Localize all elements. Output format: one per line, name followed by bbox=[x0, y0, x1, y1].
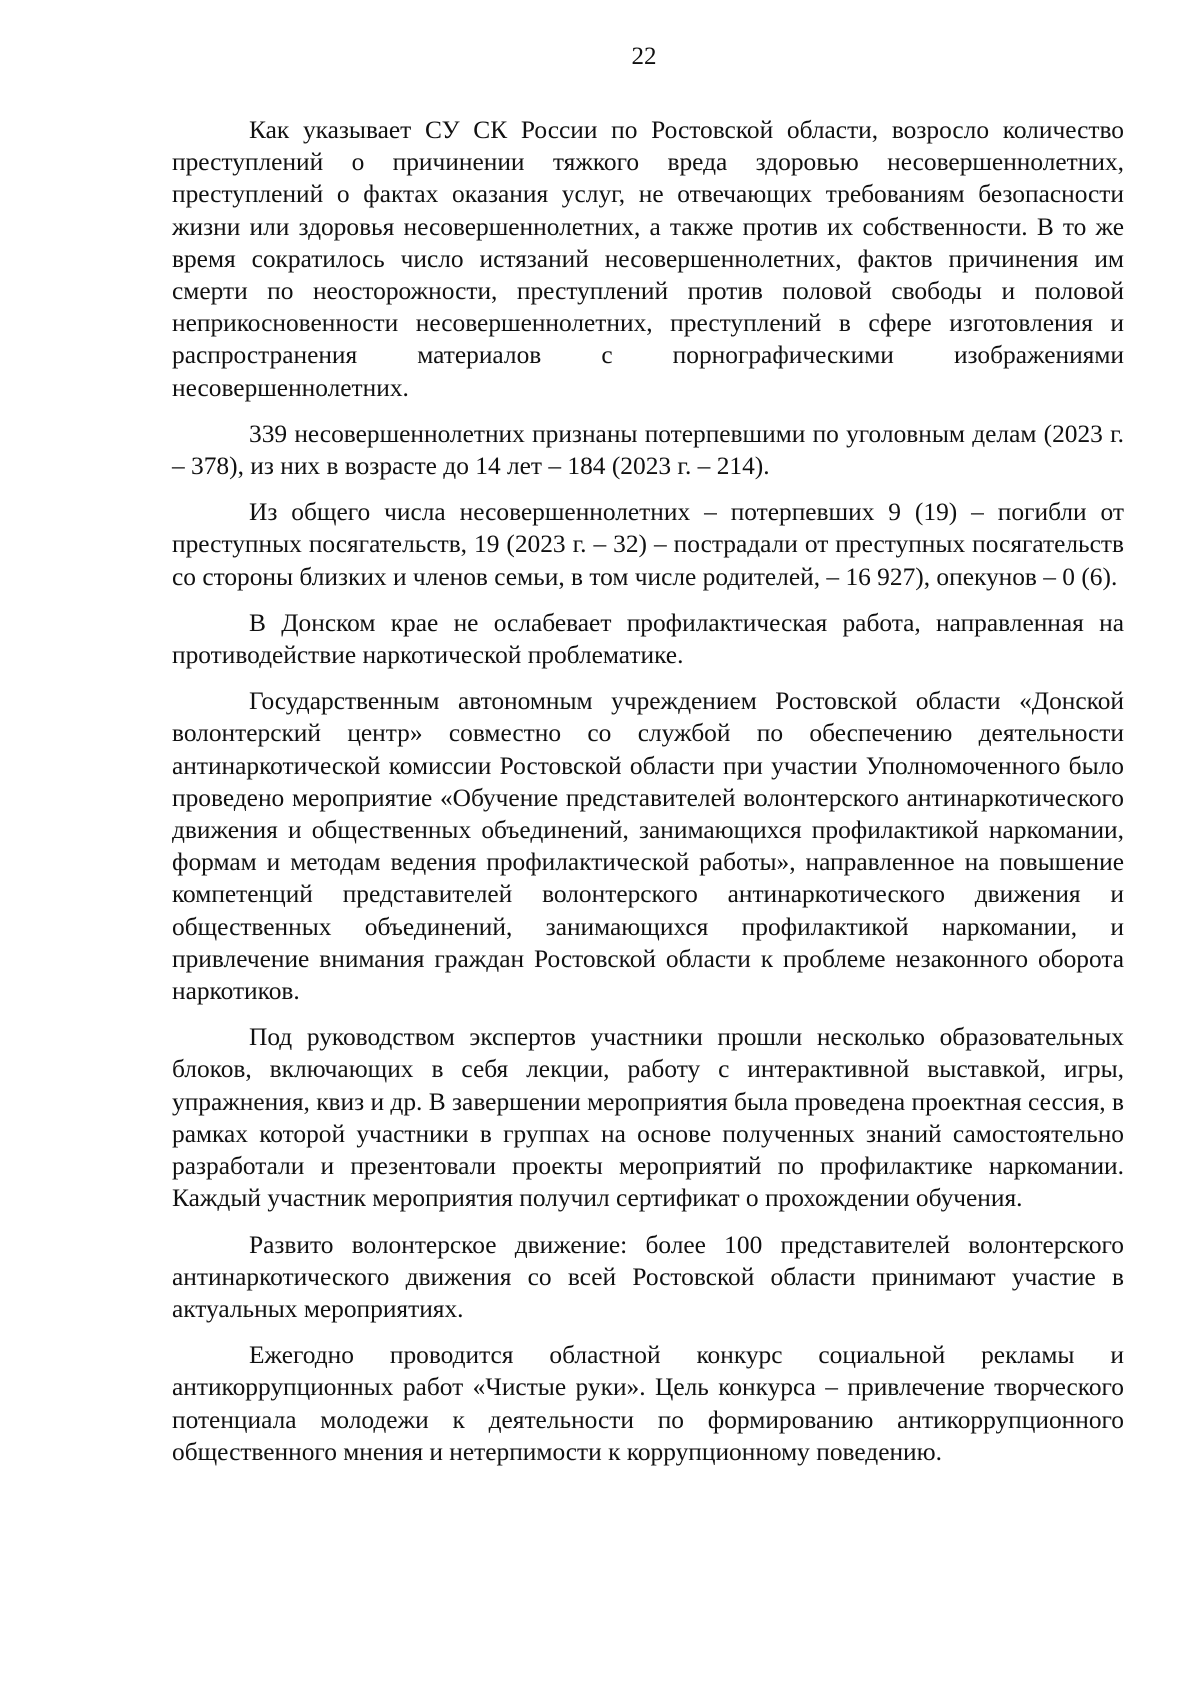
paragraph-clean-hands-contest: Ежегодно проводится областной конкурс социальной рекламы и антикоррупционных работ «Чистые руки». Цель конкурса – привлечение творческого потенциала молодежи к деятельности по формированию антикоррупционного общественного мнения и нетерпимости к коррупционному поведению. bbox=[172, 1341, 1124, 1466]
paragraph-volunteer-movement: Развито волонтерское движение: более 100 представителей волонтерского антинаркотического движения со всей Ростовской области принимают участие в актуальных мероприятиях. bbox=[172, 1230, 1124, 1323]
page-number: 22 bbox=[631, 43, 657, 70]
paragraph-prevention-work: В Донском крае не ослабевает профилактическая работа, направленная на противодействие наркотической проблематике. bbox=[172, 608, 1124, 670]
paragraph-training-blocks: Под руководством экспертов участники прошли несколько образовательных блоков, включающих в себя лекции, работу с интерактивной выставкой, игры, упражнения, квиз и др. В завершении мероприятия была проведена проектная сессия, в рамках которой участники в группах на основе полученных знаний самостоятельно разработали и презентовали проекты мероприятий по профилактике наркомании. Каждый участник мероприятия получил сертификат о прохождении обучения. bbox=[172, 1023, 1124, 1213]
document-body bbox=[172, 114, 1124, 1482]
paragraph-victims-breakdown: Из общего числа несовершеннолетних – потерпевших 9 (19) – погибли от преступных посягательств, 19 (2023 г. – 32) – пострадали от преступных посягательств со стороны близких и членов семьи, в том числе родителей, – 16 927), опекунов – 0 (6). bbox=[172, 498, 1124, 591]
paragraph-volunteer-center-event: Государственным автономным учреждением Ростовской области «Донской волонтерский центр» совместно со службой по обеспечению деятельности антинаркотической комиссии Ростовской области при участии Уполномоченного было проведено мероприятие «Обучение представителей волонтерского антинаркотического движения и общественных объединений, занимающихся профилактикой наркомании, формам и методам ведения профилактической работы», направленное на повышение компетенций представителей волонтерского антинаркотического движения и общественных объединений, занимающихся профилактикой наркомании, и привлечение внимания граждан Ростовской области к проблеме незаконного оборота наркотиков. bbox=[172, 687, 1124, 1006]
paragraph-victims-count: 339 несовершеннолетних признаны потерпевшими по уголовным делам (2023 г. – 378), из них в возрасте до 14 лет – 184 (2023 г. – 214). bbox=[172, 419, 1124, 481]
paragraph-investigative-committee: Как указывает СУ СК России по Ростовской области, возросло количество преступлений о причинении тяжкого вреда здоровью несовершеннолетних, преступлений о фактах оказания услуг, не отвечающих требованиям безопасности жизни или здоровья несовершеннолетних, а также против их собственности. В то же время сократилось число истязаний несовершеннолетних, фактов причинения им смерти по неосторожности, преступлений против половой свободы и половой неприкосновенности несовершеннолетних, преступлений в сфере изготовления и распространения материалов с порнографическими изображениями несовершеннолетних. bbox=[172, 116, 1124, 402]
